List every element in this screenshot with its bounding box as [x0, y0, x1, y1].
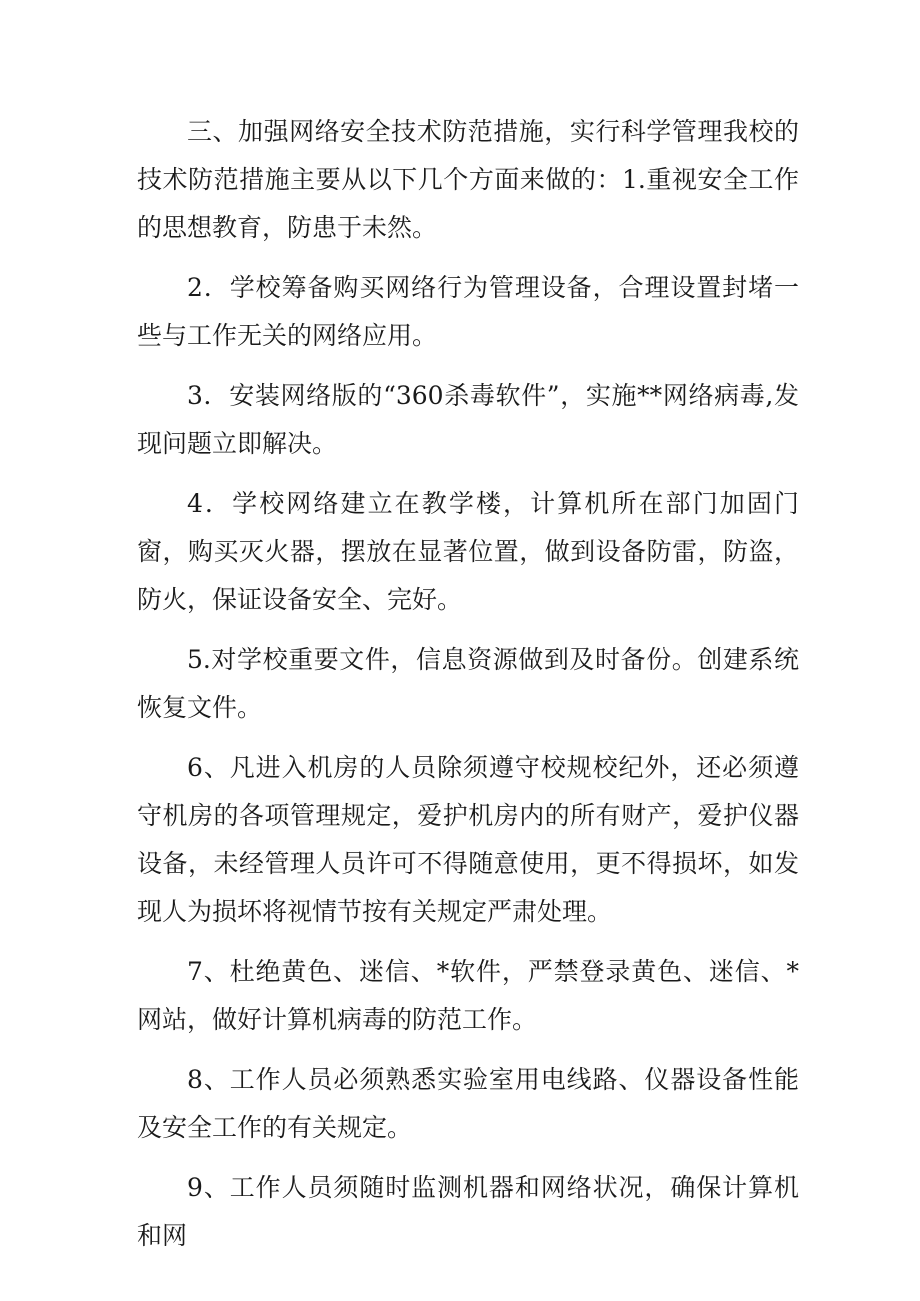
paragraph-item-8: 8、工作人员必须熟悉实验室用电线路、仪器设备性能及安全工作的有关规定。 — [137, 1065, 799, 1142]
paragraph-item-4: 4．学校网络建立在教学楼，计算机所在部门加固门窗，购买灭火器，摆放在显著位置，做到设备防雷，防盗，防火，保证设备安全、完好。 — [137, 489, 799, 614]
paragraph-item-9: 9、工作人员须随时监测机器和网络状况，确保计算机和网 — [137, 1173, 799, 1250]
paragraph-3: 三、加强网络安全技术防范措施，实行科学管理我校的技术防范措施主要从以下几个方面来做的：1.重视安全工作的思想教育，防患于未然。 — [137, 117, 799, 242]
paragraph-item-3: 3．安装网络版的“360杀毒软件”，实施**网络病毒,发现问题立即解决。 — [137, 381, 799, 458]
paragraph-item-2: 2．学校筹备购买网络行为管理设备，合理设置封堵一些与工作无关的网络应用。 — [137, 273, 799, 350]
document-body — [137, 108, 799, 1260]
paragraph-item-6: 6、凡进入机房的人员除须遵守校规校纪外，还必须遵守机房的各项管理规定，爱护机房内的所有财产，爱护仪器设备，未经管理人员许可不得随意使用，更不得损坏，如发现人为损坏将视情节按有关规定严肃处理。 — [137, 753, 799, 926]
paragraph-item-5: 5.对学校重要文件，信息资源做到及时备份。创建系统恢复文件。 — [137, 645, 799, 722]
paragraph-item-7: 7、杜绝黄色、迷信、*软件，严禁登录黄色、迷信、*网站，做好计算机病毒的防范工作。 — [137, 957, 799, 1034]
